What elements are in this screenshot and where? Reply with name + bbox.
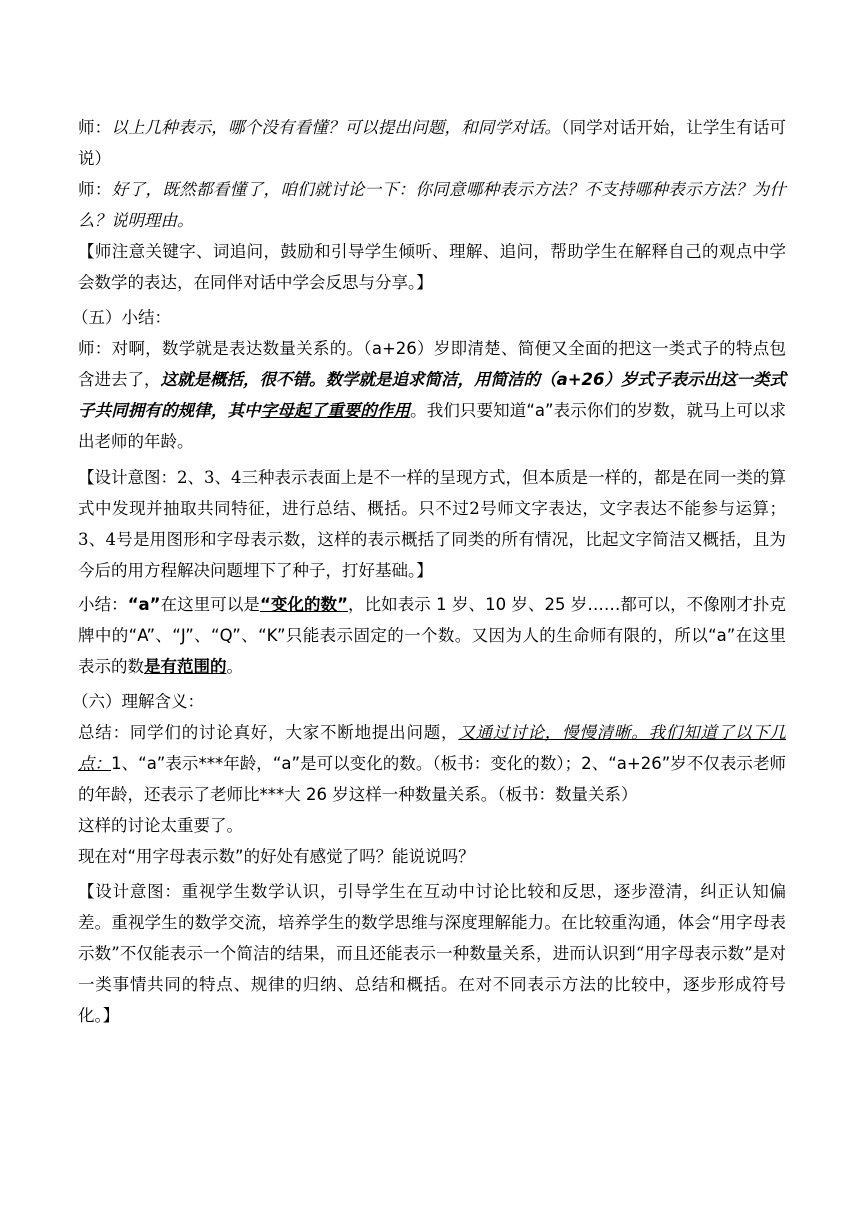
design-intent-note: 【设计意图：2、3、4三种表示表面上是不一样的呈现方式，但本质是一样的，都是在同一类的算式中发现并抽取共同特征，进行总结、概括。只不过2号师文字表达，文字表达不能参与运算；3、4号是用图形和字母表示数，这样的表示概括了同类的所有情况，比起文字简洁又概括，且为今后的用方程解决问题埋下了种子，打好基础。】 — [78, 468, 786, 580]
summary-tail: 。我们只要知道“a”表示你们的岁数，就马上可以求出老师的年龄。 — [78, 401, 787, 451]
teacher-italic-speech: 以上几种表示，哪个没有看懂？可以提出问题，和同学对话。 — [111, 118, 562, 137]
teacher-summary-paragraph — [78, 333, 786, 457]
speaker-label: 师： — [78, 118, 112, 137]
conclusion-italic-underlined: 又通过讨论，慢慢清晰。我们知道了以下几点： — [78, 723, 787, 773]
teacher-line-2 — [78, 174, 786, 236]
summary-emphasis: 这就是概括，很不错。数学就是追求简洁，用简洁的（ — [160, 370, 557, 389]
conclusion-paragraph — [78, 717, 786, 810]
range-emphasis: 是有范围的 — [144, 657, 227, 676]
teacher-note: 【师注意关键字、词追问，鼓励和引导学生倾听、理解、追问，帮助学生在解释自己的观点中学会数学的表达，在同伴对话中学会反思与分享。】 — [78, 242, 786, 292]
summary-period: 。 — [226, 657, 243, 676]
summary-text-2: ，比如表示 1 岁、10 岁、25 岁……都可以，不像刚才扑克牌中的“A”、“J”、“Q”、“K”只能表示固定的一个数。又因为人的生命师有限的，所以“a”在这里表示的数 — [78, 595, 786, 676]
summary-underlined-emphasis: 字母起了重要的作用 — [260, 401, 411, 420]
changing-number-emphasis: “变化的数” — [259, 595, 348, 614]
summary-label: 小结： — [78, 595, 128, 614]
stage-note: （同学对话开始，让学生有话可说） — [78, 118, 787, 168]
speaker-label: 师： — [78, 180, 112, 199]
design-intent-note-2: 【设计意图：重视学生数学认识，引导学生在互动中讨论比较和反思，逐步澄清，纠正认知偏差。重视学生的数学交流，培养学生的数学思维与深度理解能力。在比较重沟通，体会“用字母表示数”不仅能表示一个简洁的结果，而且还能表示一种数量关系，进而认识到“用字母表示数”是对一类事情共同的特点、规律的归纳、总结和概括。在对不同表示方法的比较中，逐步形成符号化。】 — [78, 882, 786, 1025]
conclusion-points: 1、“a”表示***年龄，“a”是可以变化的数。（板书：变化的数）；2、“a+26”岁不仅表示老师的年龄，还表示了老师比***大 26 岁这样一种数量关系。（板书：数量关系） — [78, 754, 786, 804]
discussion-remark: 这样的讨论太重要了。 — [78, 816, 243, 835]
summary-formula: a+26 — [556, 370, 605, 389]
summary-emphasis-2: ）岁式子表示出这一类式子共同拥有的规律，其中 — [78, 370, 787, 420]
teacher-italic-speech: 好了，既然都看懂了，咱们就讨论一下：你同意哪种表示方法？不支持哪种表示方法？为什么？说明理由。 — [78, 180, 787, 230]
summary-text: 在这里可以是 — [160, 595, 260, 614]
conclusion-text: 总结：同学们的讨论真好，大家不断地提出问题， — [78, 723, 459, 742]
section-heading-meaning: （六）理解含义： — [72, 692, 204, 711]
summary-text: 师：对啊，数学就是表达数量关系的。（a+26）岁即清楚、简便又全面的把这一类式子的特点包含进去了， — [78, 339, 786, 389]
section-heading-summary: （五）小结： — [72, 308, 171, 327]
document-page — [72, 112, 787, 1031]
summary-a-paragraph — [78, 589, 786, 682]
question-line: 现在对“用字母表示数”的好处有感觉了吗？能说说吗？ — [78, 847, 475, 866]
letter-a: “a” — [127, 595, 161, 614]
teacher-line-1 — [78, 112, 786, 174]
